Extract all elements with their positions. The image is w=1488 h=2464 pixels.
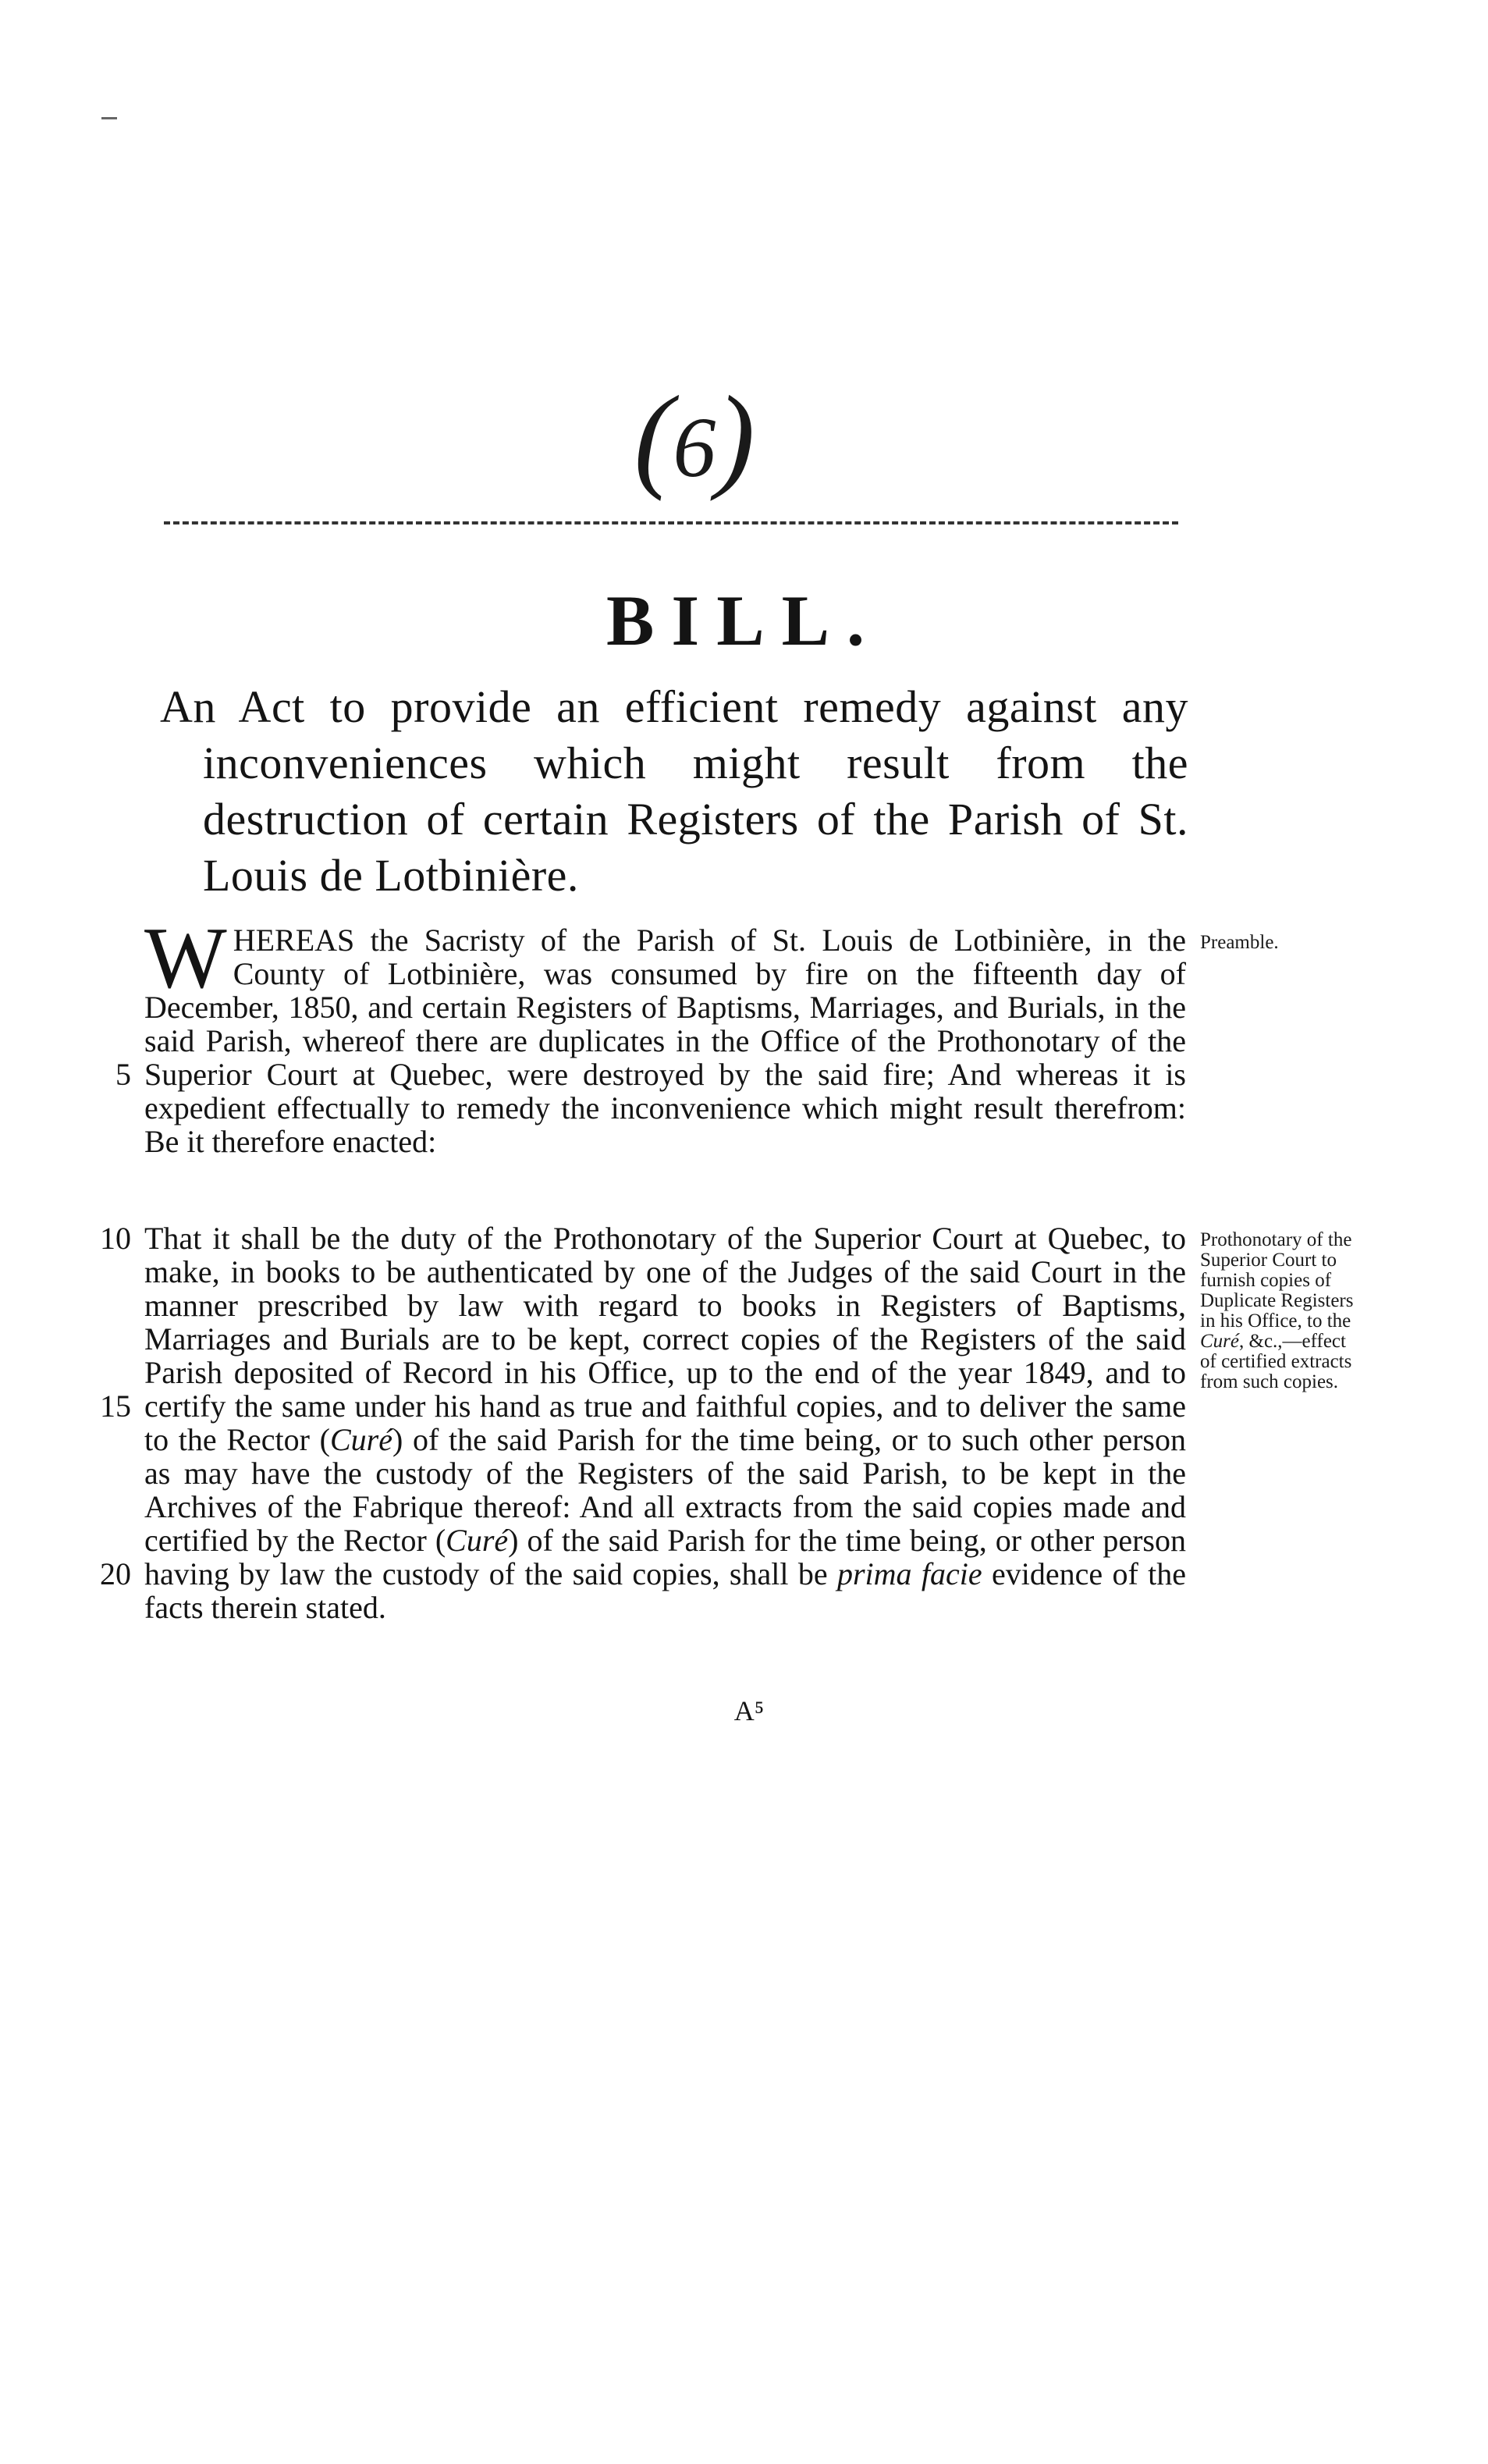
margin-note-prothonotary bbox=[1200, 1230, 1364, 1392]
section-text: evidence of the facts therein stated. bbox=[144, 1556, 1186, 1625]
preamble-text: HEREAS the Sacristy of the Parish of St. Louis de Lotbinière, in the County of Lotbinière, was consumed by fire on the fifteenth day of December, 1850, and certain Registers of Baptisms, Marriages, and Burials, in the said Parish, whereof there are duplicates in the Office of the Prothonotary of the Superior Court at Quebec, were destroyed by the said fire; And whereas it is expedient effectually to remedy the inconvenience which might result therefrom: Be it therefore enacted: bbox=[144, 923, 1186, 1159]
cure-italic: Curé bbox=[446, 1523, 509, 1558]
preamble-paragraph bbox=[144, 910, 1186, 1159]
line-number: 5 bbox=[115, 1057, 131, 1092]
margin-note-preamble: Preamble. bbox=[1200, 932, 1279, 953]
section-paragraph bbox=[144, 1221, 1186, 1624]
act-title: An Act to provide an efficient remedy against any inconveniences which might result from the destruction of certain Registers of the Parish of St. Louis de Lotbinière. bbox=[160, 681, 1188, 901]
section-text: That it shall be the duty of the Prothonotary of the Superior Court at Quebec, to make, in books to be authenticated by one of the Judges of the said Court in the manner prescribed by law with regard to books in Registers of Baptisms, Marriages and Burials are to be kept, correct copies of the Registers of the said Parish deposited of Record in his Office, up to the end of the year 1849, and to certify the same under his hand as true and faithful copies, and to deliver the same to the Rector ( bbox=[144, 1221, 1186, 1457]
drop-cap: W bbox=[144, 910, 227, 1007]
margin-note-text: Prothonotary of the Superior Court to furnish copies of Duplicate Registers in his Office, to the bbox=[1200, 1229, 1354, 1332]
line-number: 20 bbox=[100, 1556, 131, 1591]
line-number: 10 bbox=[100, 1221, 131, 1256]
bill-title: BILL. bbox=[606, 581, 882, 660]
margin-note-cure: Curé bbox=[1200, 1331, 1239, 1352]
margin-note-text: , &c.,—effect of certified extracts from such copies. bbox=[1200, 1331, 1352, 1392]
cure-italic: Curé bbox=[330, 1422, 392, 1457]
section-text: ) of the said Parish for the time being, or other person having by law the custody of the said copies, shall be bbox=[144, 1523, 1186, 1591]
header-rule bbox=[164, 521, 1178, 524]
prima-facie-italic: prima facie bbox=[836, 1556, 982, 1591]
line-number: 15 bbox=[100, 1388, 131, 1424]
signature-mark: A⁵ bbox=[733, 1695, 765, 1726]
section-text: ) of the said Parish for the time being, or to such other person as may have the custody of the Registers of the said Parish, to be kept in the Archives of the Fabrique thereof: And all extracts from the said copies made and certified by the Rector ( bbox=[144, 1422, 1186, 1558]
handwritten-folio-number: (6) bbox=[634, 372, 755, 502]
stray-ink-mark bbox=[101, 117, 117, 119]
